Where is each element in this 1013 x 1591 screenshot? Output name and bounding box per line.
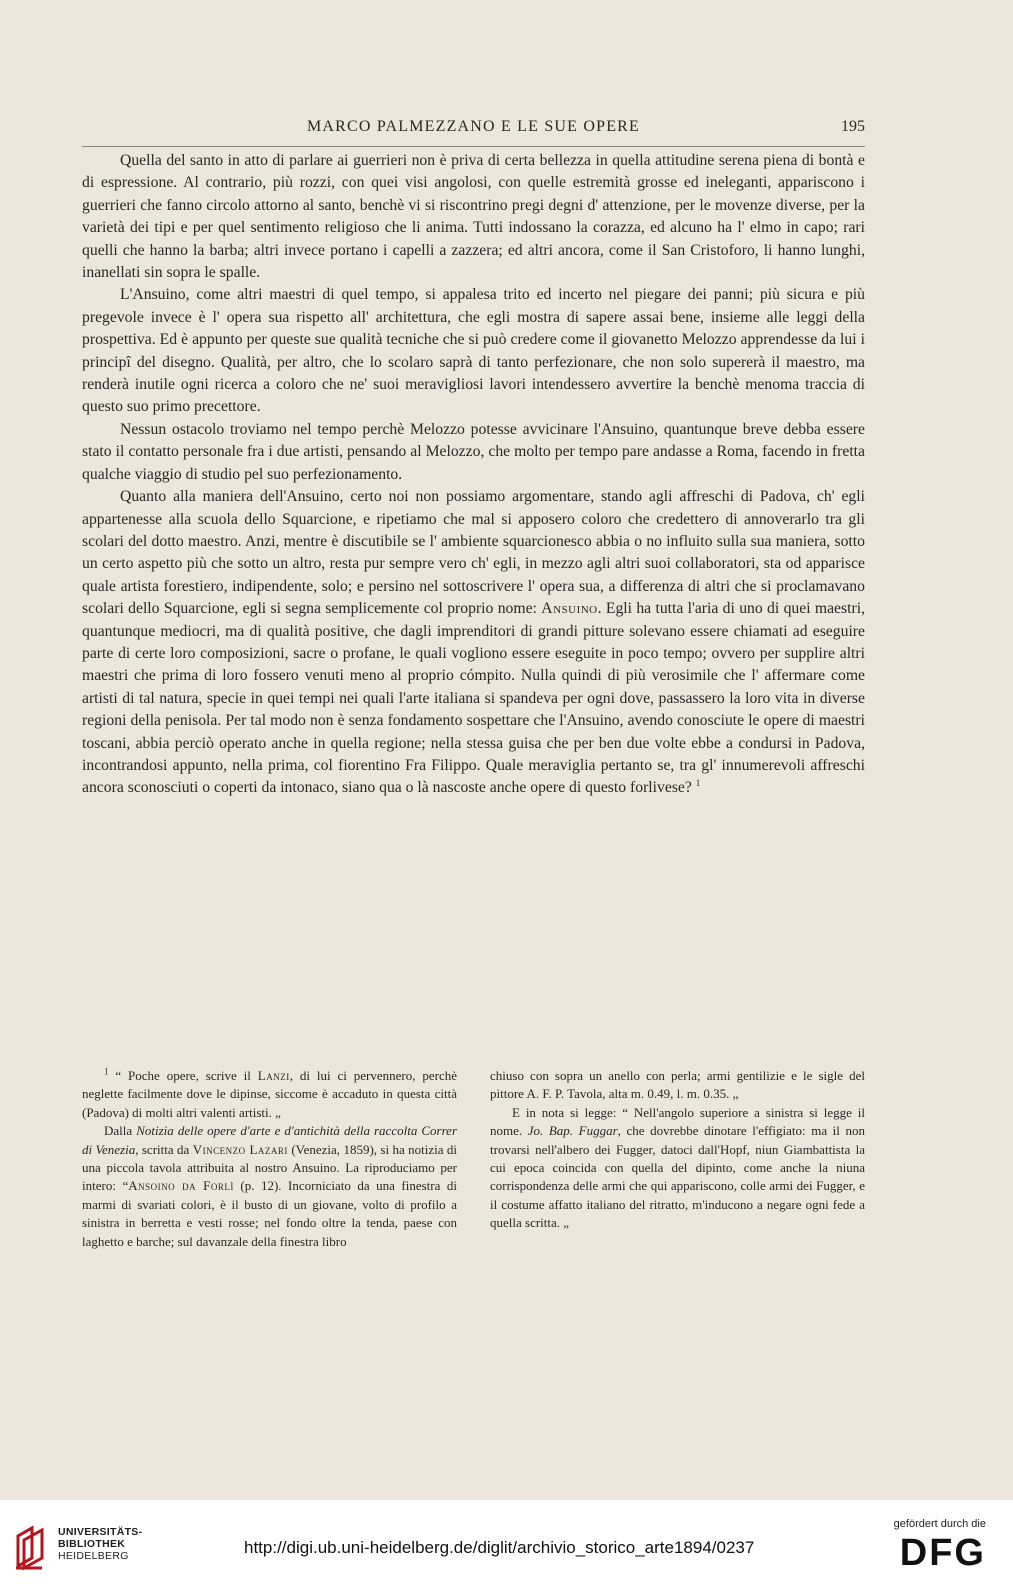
main-text — [82, 150, 865, 800]
footnote-paragraph — [82, 1067, 457, 1122]
funder-block[interactable] — [880, 1518, 1000, 1578]
running-header — [82, 116, 865, 140]
footnote-paragraph — [490, 1104, 865, 1233]
footnote-mark[interactable]: 1 — [695, 778, 701, 789]
paragraph: L'Ansuino, come altri maestri di quel tempo, si appalesa trito ed incerto nel piegare dei panni; più sicura e più pregevole invece è l' opera sua rispetto all' architettura, che egli mostra di sapere assai bene, insieme alle leggi della prospettiva. Ed è appunto per queste sue qualità tecniche che si può credere come il giovanetto Melozzo apprendesse da lui i principî del disegno. Qualità, per altro, che lo scolaro saprà di tanto perfezionare, che non solo supererà il maestro, ma renderà inutile ogni ricerca a coloro che ne' suoi meravigliosi lavori intendessero avvertire la benchè menoma traccia di questo suo primo precettore. — [82, 286, 865, 416]
artist-signature: Ansuino — [541, 600, 598, 618]
footnote-text: (p. 12). Incorniciato da una finestra di marmi di svariati colori, è il busto di un giovane, volto di profilo a sinistra in berretta e vesti rosse; nel fondo oltre la tenda, paese con laghetto e barche; sul davanzale della finestra libro — [82, 1178, 457, 1249]
paragraph-text: Quanto alla maniera dell'Ansuino, certo noi non possiamo argomentare, stando agli affreschi di Padova, ch' egli appartenesse alla scuola dello Squarcione, e ripetiamo che mal si apposero coloro che credettero di annoverarlo tra gli scolari del dotto maestro. Anzi, mentre è discutibile se l' ambiente squarcionesco abbia o no influito sulla sua maniera, sotto un certo aspetto più che sotto un altro, resta pur sempre vero ch' egli, in mezzo agli altri suoi collaboratori, sta od apparisce quale artista forestiero, indipendente, solo; e persino nel sottoscrivere l' opera sua, a differenza di altri che si proclamavano scolari dello Squarcione, egli si segna semplicemente col proprio nome: — [82, 488, 865, 618]
footnote-column-right — [490, 1067, 865, 1251]
library-line: UNIVERSITÄTS- — [58, 1526, 143, 1538]
library-line: BIBLIOTHEK — [58, 1538, 126, 1550]
footnote-column-left — [82, 1067, 457, 1251]
paragraph: Nessun ostacolo troviamo nel tempo perchè Melozzo potesse avvicinare l'Ansuino, quantunque breve debba essere stato il contatto personale fra i due artisti, pensando al Melozzo, che molto per tempo pare andasse a Roma, facendo in fretta qualche viaggio di studio pel suo perfezionamento. — [82, 420, 865, 483]
funded-by-label: gefördert durch die — [893, 1518, 986, 1530]
footnote-text: “ Poche opere, scrive il — [115, 1068, 251, 1083]
paragraph-text: . Egli ha tutta l'aria di uno di quei maestri, quantunque mediocri, ma di qualità positive, che dagli imprenditori di grandi pitture solevano essere chiamati ad eseguire parte di certe loro composizioni, sacre o profane, le quali vogliono essere eseguite in poco tempo; ovvero per supplire altri maestri che prima di loro fossero venuti meno al proprio cómpito. Nulla quindi di più verosimile che l' affermare come artisti di tal natura, specie in quei tempi nei quali l'arte italiana si spandeva per ogni dove, passassero la loro vita in diverse regioni della penisola. Per tal modo non è senza fondamento sospettare che l'Ansuino, avendo conosciute le opere di maestri toscani, abbia perciò operato anche in quella regione; nella stessa guisa che per ben due volte ebbe a condursi in Padova, incontrandosi appunto, nella prima, col fiorentino Fra Filippo. Quale meraviglia pertanto se, tra gl' innumerevoli affreschi ancora sconosciuti o coperti da intonaco, siano qua o là nascoste anche opere di questo forlivese? — [82, 600, 865, 797]
library-line: HEIDELBERG — [58, 1550, 129, 1562]
book-logo-icon — [12, 1522, 54, 1572]
header-rule — [82, 146, 865, 147]
artist-name: Ansoino da Forlì — [128, 1178, 234, 1194]
paragraph: Quella del santo in atto di parlare ai guerrieri non è priva di certa bellezza in quella attitudine serena piena di bontà e di espressione. Al contrario, più rozzi, con quei visi angolosi, con quelle estremità grosse ed ineleganti, appariscono i guerrieri che fanno circolo attorno al santo, benchè vi si riscontrino pregi degni d' attenzione, per le movenze diverse, per la varietà dei tipi e per quel sentimento religioso che li anima. Tutti indossano la corazza, ed alcuno ha l' elmo in capo; rari quelli che hanno la barba; altri invece portano i capelli a zazzera; ed altri ancora, come il San Cristoforo, li hanno lunghi, inanellati sin sopra le spalle. — [82, 152, 865, 282]
footnote-text: (Venezia, 1859), si ha notizia di una piccola tavola attribuita al nostro Ansuino. La riproduciamo per intero: “ — [82, 1141, 458, 1194]
footnote-paragraph — [82, 1122, 457, 1251]
footnote-text: , che dovrebbe dinotare l'effigiato: ma il non trovarsi nell'albero dei Fugger, datoci dall'Hopf, niun Giambattista la cui epoca coincida con quella del dipinto, come anche la niuna corrispondenza delle armi che qui appariscono, colle armi dei Fugger, e il costume affatto italiano del ritratto, m'inducono a negare ogni fede a quella scritta. „ — [490, 1123, 865, 1231]
dfg-logo: DFG — [899, 1532, 986, 1574]
author-name: Vincenzo Lazari — [192, 1141, 288, 1157]
footnote-text: Dalla — [104, 1123, 133, 1139]
footnotes — [82, 1067, 865, 1251]
permalink-url[interactable]: http://digi.ub.uni-heidelberg.de/diglit/archivio_storico_arte1894/0237 — [244, 1538, 755, 1557]
paragraph — [82, 486, 865, 800]
footnote-text: E in nota si legge: “ Nell'angolo superiore a sinistra si legge il nome. — [490, 1104, 865, 1139]
footnote-text: , di lui ci pervennero, perchè neglette facilmente dove le dipinse, siccome è accaduto in questa città (Padova) di molti altri valenti artisti. „ — [82, 1068, 457, 1120]
running-title: MARCO PALMEZZANO E LE SUE OPERE — [306, 118, 641, 135]
footnote-text: , scritta da — [135, 1141, 190, 1157]
library-name[interactable] — [58, 1526, 142, 1562]
author-name: Lanzi — [257, 1068, 290, 1083]
book-title: Notizia delle opere d'arte e d'antichità della raccolta Correr di Venezia — [82, 1123, 458, 1157]
footnote-paragraph: chiuso con sopra un anello con perla; armi gentilizie e le sigle del pittore A. F. P. Tavola, alta m. 0.49, l. m. 0.35. „ — [490, 1068, 865, 1102]
viewer-footer — [0, 1500, 1013, 1591]
footnote-number: 1 — [104, 1066, 109, 1077]
page-number: 195 — [841, 118, 865, 135]
inscription-name: Jo. Bap. Fuggar — [527, 1123, 618, 1139]
